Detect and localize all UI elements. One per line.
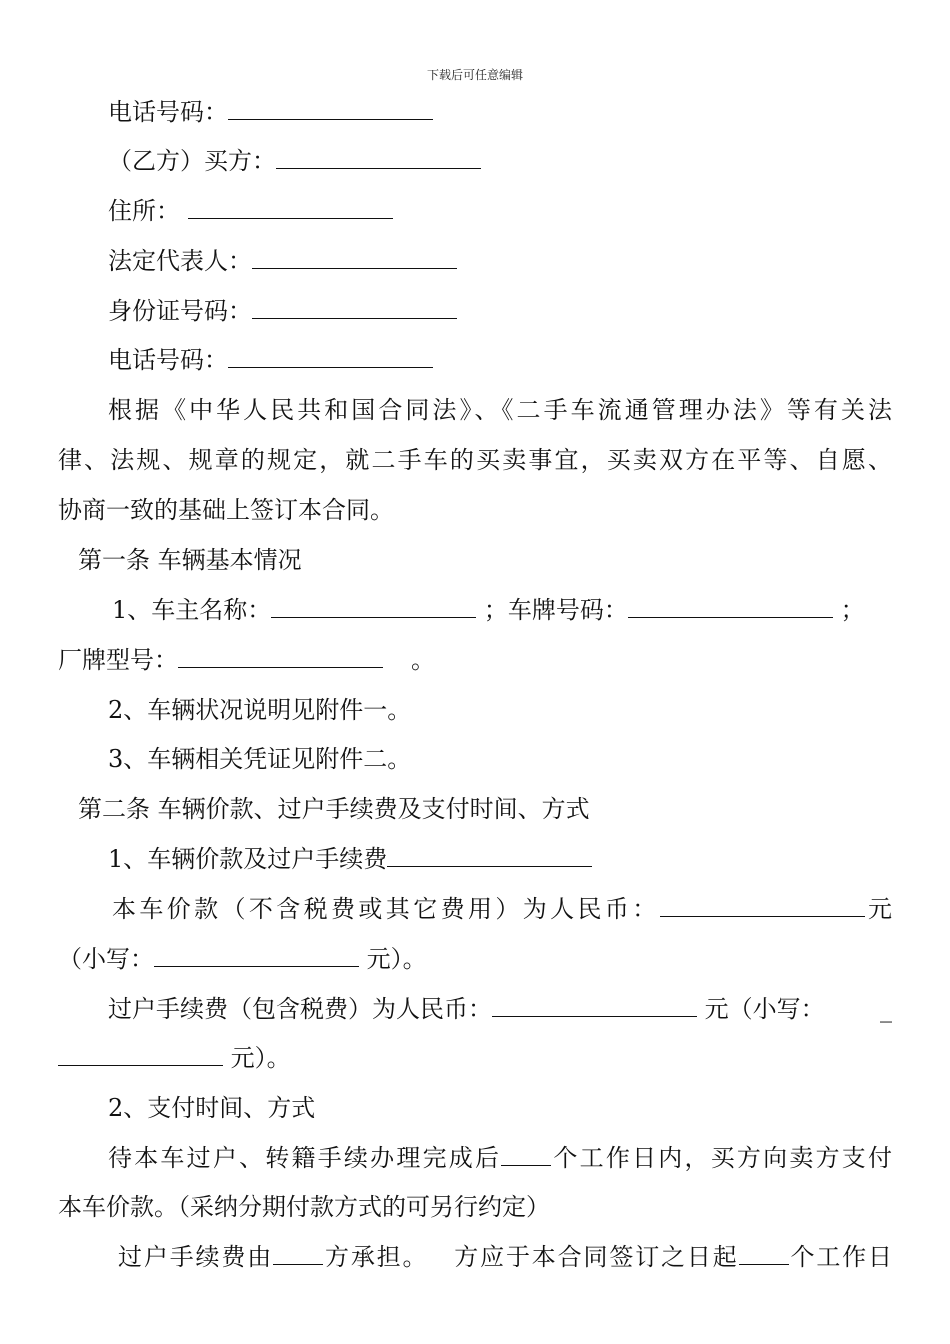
last-text-c: 方应于本合同签订之日起 (452, 1243, 739, 1271)
pay-days-blank[interactable] (501, 1143, 551, 1166)
plate-label: ；车牌号码： (483, 596, 628, 624)
last-text-b: 方承担。 (323, 1243, 429, 1271)
address-label: 住所： (108, 197, 180, 225)
price-unit: 元 (864, 895, 893, 923)
intro-line-2: 律、法规、规章的规定，就二手车的买卖事宜，买卖双方在平等、自愿、 (58, 446, 892, 474)
fee-underscore: _ (880, 995, 892, 1023)
plate-blank[interactable] (628, 595, 833, 618)
fee-small-line (58, 1043, 892, 1073)
price-small-unit: 元）。 (366, 945, 427, 973)
fee-small-blank[interactable] (58, 1043, 223, 1066)
pay-line-2: 本车价款。（采纳分期付款方式的可另行约定） (58, 1193, 550, 1221)
price-blank[interactable] (660, 894, 865, 917)
art2-item1-label: 1、车辆价款及过户手续费 (108, 845, 388, 873)
price-line (112, 894, 892, 924)
art1-item3: 3、车辆相关凭证见附件二。 (108, 745, 412, 773)
fee-line (108, 994, 892, 1024)
fee-blank[interactable] (492, 994, 697, 1017)
seller-phone-blank[interactable] (228, 97, 433, 120)
id-line (108, 296, 892, 326)
price-small-blank[interactable] (154, 944, 359, 967)
fee-party-blank[interactable] (273, 1242, 323, 1265)
pay-text-a: 待本车过户、转籍手续办理完成后 (108, 1144, 502, 1172)
pay-text-b: 个工作日内，买方向卖方支付 (551, 1144, 893, 1172)
plate-end: ； (840, 596, 865, 624)
last-text-d: 个工作日 (788, 1243, 893, 1271)
article-2-title: 第二条 车辆价款、过户手续费及支付时间、方式 (78, 795, 590, 823)
art2-item2: 2、支付时间、方式 (108, 1094, 316, 1122)
legal-rep-blank[interactable] (252, 246, 457, 269)
owner-label: 1、车主名称： (112, 596, 272, 624)
last-days-blank[interactable] (739, 1242, 789, 1265)
pay-line-1 (108, 1143, 892, 1173)
buyer-line (108, 146, 892, 176)
art1-item1-line (112, 595, 892, 625)
owner-blank[interactable] (271, 595, 476, 618)
buyer-phone-line (108, 345, 892, 375)
id-label: 身份证号码： (108, 297, 252, 325)
intro-line-1: 根据《中华人民共和国合同法》、《二手车流通管理办法》等有关法 (108, 396, 892, 424)
model-blank[interactable] (178, 645, 383, 668)
article-1-title: 第一条 车辆基本情况 (78, 546, 302, 574)
seller-phone-line (108, 97, 892, 127)
intro-line-3: 协商一致的基础上签订本合同。 (58, 496, 394, 524)
buyer-label: （乙方）买方： (108, 147, 276, 175)
last-line (118, 1242, 892, 1272)
fee-total-blank[interactable] (387, 844, 592, 867)
last-text-a: 过户手续费由 (118, 1243, 274, 1271)
fee-label: 过户手续费（包含税费）为人民币： (108, 995, 492, 1023)
art1-model-line (58, 645, 892, 675)
price-small-line (58, 944, 892, 974)
fee-small-label: 元（小写： (704, 995, 825, 1023)
legal-rep-line (108, 246, 892, 276)
fee-small-unit: 元）。 (230, 1044, 291, 1072)
model-period: 。 (411, 646, 435, 674)
price-small-label: （小写： (58, 945, 154, 973)
address-line (108, 196, 892, 226)
art1-item2: 2、车辆状况说明见附件一。 (108, 696, 412, 724)
address-blank[interactable] (188, 196, 393, 219)
buyer-phone-label: 电话号码： (108, 346, 228, 374)
page-header: 下载后可任意编辑 (426, 68, 523, 82)
buyer-blank[interactable] (276, 146, 481, 169)
seller-phone-label: 电话号码： (108, 98, 228, 126)
id-blank[interactable] (252, 296, 457, 319)
buyer-phone-blank[interactable] (228, 345, 433, 368)
price-label: 本车价款（不含税费或其它费用）为人民币： (112, 895, 660, 923)
legal-rep-label: 法定代表人： (108, 247, 252, 275)
art2-item1-line (108, 844, 892, 874)
model-label: 厂牌型号： (58, 646, 178, 674)
